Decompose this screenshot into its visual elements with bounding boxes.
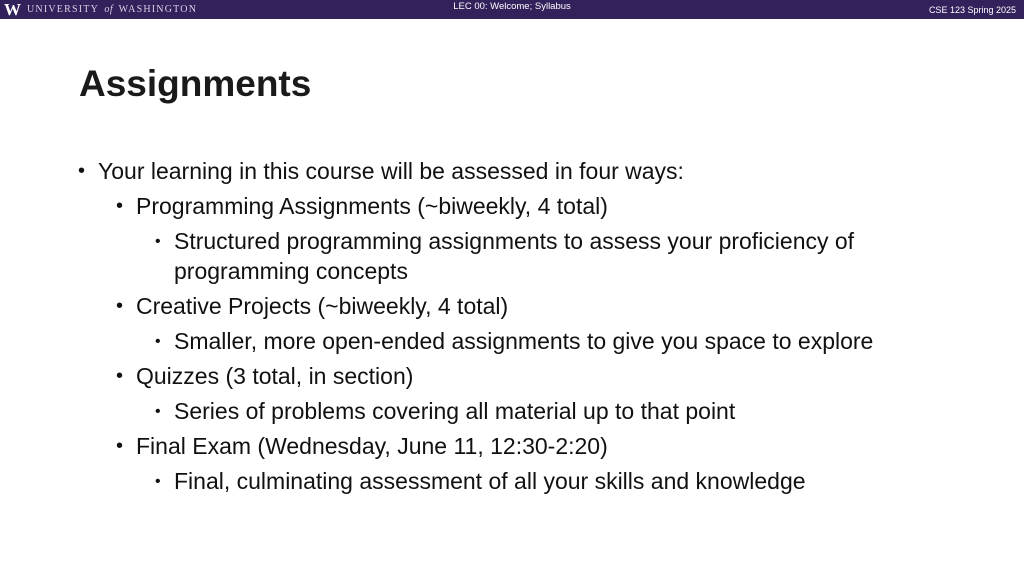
bullet-list xyxy=(78,156,978,496)
bullet-final-exam-detail: • Final, culminating assessment of all your skills and knowledge xyxy=(78,466,978,496)
bullet-final-exam: • Final Exam (Wednesday, June 11, 12:30-2:20) xyxy=(78,431,978,461)
bullet-programming-assignments: • Programming Assignments (~biweekly, 4 total) xyxy=(78,191,978,221)
bullet-quizzes-detail: • Series of problems covering all material up to that point xyxy=(78,396,978,426)
course-label: CSE 123 Spring 2025 xyxy=(928,5,1016,15)
bullet-creative-projects-detail: • Smaller, more open-ended assignments to give you space to explore xyxy=(78,326,978,356)
bullet-creative-projects: • Creative Projects (~biweekly, 4 total) xyxy=(78,291,978,321)
lecture-title: LEC 00: Welcome; Syllabus xyxy=(453,1,571,12)
slide-title: Assignments xyxy=(79,63,312,104)
bullet-programming-assignments-detail: • Structured programming assignments to assess your proficiency of programming concepts xyxy=(78,226,978,286)
top-banner xyxy=(0,0,1024,19)
university-wordmark: UNIVERSITY of WASHINGTON xyxy=(27,4,198,15)
uw-w-logo-icon: W xyxy=(4,0,21,19)
bullet-quizzes: • Quizzes (3 total, in section) xyxy=(78,361,978,391)
bullet-assessment-intro: • Your learning in this course will be assessed in four ways: xyxy=(78,156,978,186)
